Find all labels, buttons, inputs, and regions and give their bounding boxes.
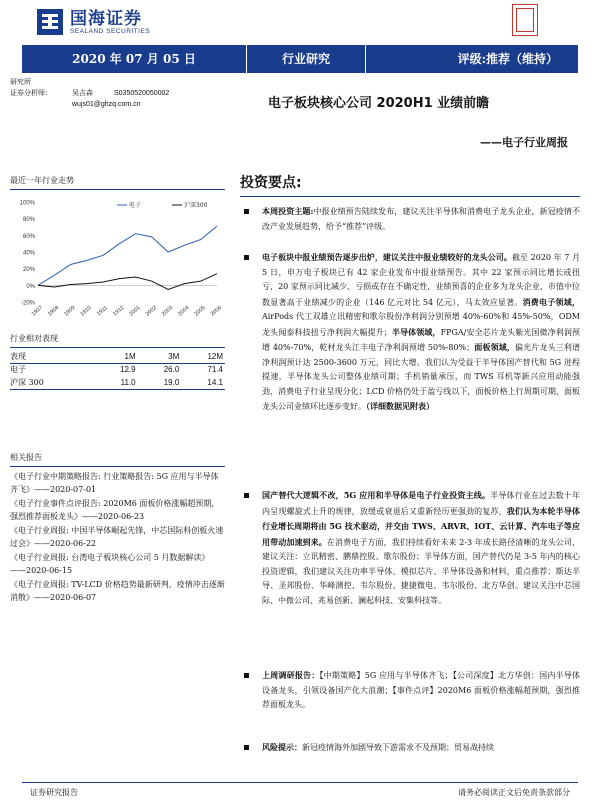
table-row	[10, 376, 225, 389]
bullet-sub-lead: 消费电子领域，	[522, 296, 581, 307]
bullet-sub-lead: 半导体领域，	[391, 326, 441, 337]
key-points-title: 投资要点:	[240, 175, 302, 191]
related-reports-section	[10, 452, 225, 606]
report-title: 电子板块核心公司 2020H1 业绩前瞻	[268, 96, 490, 111]
chart-heading: 最近一年行业走势	[10, 175, 225, 190]
bullet-text: 截至 2020 年 7 月 5 日，申万电子板块已有 42 家企业发布中报业绩预告。其中 22 家预示同比增长或扭亏，20 家预示同比减少、亏损或存在不确定性，业绩预喜的企业多为龙头企业，市值中位数显著高于业绩减少的企业（146 亿元对比 54 亿元），马太效应显著。	[262, 253, 580, 307]
bullet-square-icon	[244, 745, 249, 750]
value-1m: 11.0	[94, 376, 138, 389]
header-cell: 1M	[94, 350, 138, 363]
value-1m: 12.9	[120, 365, 136, 375]
bullet-square-icon	[244, 209, 249, 214]
legend-label: 沪深300	[184, 202, 208, 209]
performance-table	[10, 350, 225, 390]
x-tick-label: 1910	[79, 304, 93, 318]
bullet-lead: 风险提示：	[262, 742, 302, 752]
header-bar	[22, 45, 578, 73]
report-date: 2020 年 07 月 05 日	[72, 52, 196, 66]
brand-logo	[36, 6, 150, 38]
header-cell: 表现	[10, 350, 94, 363]
bullet-text: AirPods 代工双雄立讯精密和歌尔股份净利润分别预增 40%-60%和 45%-50%，ODM 龙头闻泰科技扭亏净利润大幅提升；	[262, 312, 580, 337]
key-point-risk	[240, 740, 580, 756]
bullet-lead: 国产替代大逻辑不改，5G 应用和半导体是电子行业投资主线。	[262, 490, 491, 500]
bullet-sub-lead: 我们认为本轮半导体行业增长周期将由 5G 技术驱动，并交由 TWS、ARVR、IOT、云计算、汽车电子等应用带动加速到来。	[262, 505, 580, 547]
value-3m: 19.0	[138, 376, 182, 389]
series-line-electronics	[38, 226, 217, 285]
value-12m: 14.1	[181, 376, 225, 389]
value-3m: 26.0	[163, 365, 180, 375]
seal-stamp-icon	[512, 4, 538, 36]
value-12m: 71.4	[207, 365, 223, 375]
header-cell: 3M	[138, 350, 182, 363]
bullet-square-icon	[244, 255, 249, 260]
analyst-name: 吴吉森	[72, 89, 93, 97]
related-report-item[interactable]: 《电子行业周报: 台湾电子板块核心公司 5 月数据解读》——2020-06-15	[10, 553, 210, 575]
bullet-text: 新冠疫情海外加剧导致下游需求不及预期；贸易战持续	[302, 743, 494, 752]
brand-name-en: SEALAND SECURITIES	[70, 27, 151, 35]
table-row	[10, 363, 225, 376]
bullet-text: 在消费电子方面，我们持续看好未来 2-3 年成长路径清晰的龙头公司，建议关注：立讯精密、鹏鼎控股、歌尔股份；半导体方面，国产替代仍是 3-5 年内的核心投资逻辑，我们建议关注功率半导体、模拟芯片、半导体设备和材料，重点推荐：斯达半导、圣邦股份、华峰测控、韦尔股份、捷捷微电、韦尔股份、北方华创。建议关注中芯国际、中微公司、兆易创新、澜起科技、安集科技等。	[262, 537, 581, 605]
row-name: 电子	[10, 365, 26, 375]
y-tick-label: 100%	[19, 200, 35, 207]
x-tick-label: 1911	[95, 305, 109, 318]
bullet-lead: 上周调研报告：	[262, 670, 320, 680]
bullet-text: 偏光片龙头三利谱净利润预计达 2500-3600 万元，同比大增。我们认为受益于半导体国产替代和 5G 进程提速，半导体龙头公司整体业绩可期；手机销量承压，而 TWS 耳机等新兴应用动能强劲，消费电子行业呈现分化；LCD 价格仍处于盈亏线以下，面板价格上行周期可期，面板龙头公司业绩环比逐步变好。	[262, 343, 581, 411]
x-tick-label: 1908	[47, 304, 61, 318]
x-tick-label: 2003	[160, 304, 175, 318]
table-header-row	[10, 350, 225, 363]
bullet-square-icon	[244, 673, 249, 678]
bullet-lead: 电子板块中报业绩预告逐步出炉，建议关注中报业绩较好的龙头公司。	[262, 252, 512, 262]
x-tick-label: 2006	[209, 304, 223, 318]
key-point-domestic	[240, 488, 580, 608]
trend-chart-section	[10, 175, 225, 324]
y-tick-label: 60%	[22, 233, 35, 240]
x-tick-label: 2002	[144, 304, 158, 318]
key-point-earnings	[240, 250, 580, 415]
bullet-text: 半导体行业在过去数十年内呈现螺旋式上升的规律，放缓或衰退后又重新经历更强劲的复苏，	[262, 491, 580, 516]
y-tick-label: 20%	[22, 267, 35, 274]
performance-section	[10, 333, 225, 390]
legend-label: 电子	[129, 202, 142, 209]
related-report-item[interactable]: 《电子行业周报: TV-LCD 价格趋势最新研判，疫情冲击逐渐消散》——2020-06-07	[10, 580, 225, 602]
x-tick-label: 1909	[63, 304, 77, 318]
y-tick-label: 0%	[26, 283, 35, 290]
row-name: 沪深 300	[10, 376, 94, 389]
report-type: 行业研究	[246, 45, 366, 73]
related-report-item[interactable]: 《电子行业中期策略报告: 行业策略报告: 5G 应用与半导体齐飞》——2020-07-01	[10, 472, 219, 494]
y-tick-label: -20%	[20, 300, 35, 307]
analyst-info	[10, 77, 169, 110]
bullet-sub-lead: 面板领域，	[474, 342, 516, 352]
brand-name-cn: 国海证券	[70, 8, 142, 29]
x-tick-label: 2001	[128, 304, 142, 318]
x-tick-label: 1907	[30, 304, 44, 318]
x-tick-label: 1912	[112, 304, 126, 318]
footer-divider	[22, 782, 578, 783]
analyst-email: wujs01@ghzq.com.cn	[72, 101, 141, 108]
related-report-item[interactable]: 《电子行业事件点评报告: 2020M6 面板价格涨幅超预期，强烈推荐面板龙头》——2020-06-23	[10, 499, 220, 521]
report-subtitle: ——电子行业周报	[480, 136, 568, 149]
bullet-lead: 本周投资主题:	[262, 206, 314, 216]
bullet-text: FPGA/安全芯片龙头紫光国微净利润预增 40%-70%，乾材龙头江丰电子净利润预增 50%-80%；	[262, 327, 581, 352]
bullet-note: （详细数据见附表）	[366, 401, 434, 411]
key-point-research	[240, 668, 580, 713]
footer-left: 证券研究报告	[30, 788, 78, 797]
sealand-logo-icon	[36, 8, 64, 36]
divider	[240, 196, 580, 197]
x-tick-label: 2005	[193, 304, 207, 318]
series-line-csi300	[38, 274, 217, 290]
performance-heading: 行业相对表现	[10, 333, 225, 348]
header-cell: 12M	[181, 350, 225, 363]
y-tick-label: 40%	[22, 250, 35, 257]
analyst-id: S0350520050002	[114, 90, 170, 97]
bullet-text: 【中期策略】5G 应用与半导体齐飞；【公司深度】北方华创：国内半导体设备龙头，引领设备国产化大浪潮；【事件点评】2020M6 面板价格涨幅超预期，强烈推荐面板龙头。	[262, 671, 580, 709]
x-tick-label: 2004	[177, 304, 191, 318]
related-report-item[interactable]: 《电子行业周报: 中国半导体崛起先锋，中芯国际科创板火速过会》——2020-06-22	[10, 526, 224, 548]
report-rating: 评级:推荐（维持）	[457, 52, 558, 66]
bullet-square-icon	[244, 493, 249, 498]
footer-right: 请务必阅读正文后免责条款部分	[458, 788, 570, 797]
analyst-label: 证券分析师:	[10, 89, 48, 97]
y-tick-label: 80%	[22, 217, 35, 224]
bullet-text: 中报业绩预告陆续发布，建议关注半导体和消费电子龙头企业，新冠疫情不改产业发展趋势，给予“推荐”评级。	[262, 207, 580, 231]
trend-chart	[10, 194, 225, 324]
key-point-theme	[240, 204, 580, 234]
related-heading: 相关报告	[10, 452, 225, 467]
institute-label: 研究所	[10, 78, 31, 86]
